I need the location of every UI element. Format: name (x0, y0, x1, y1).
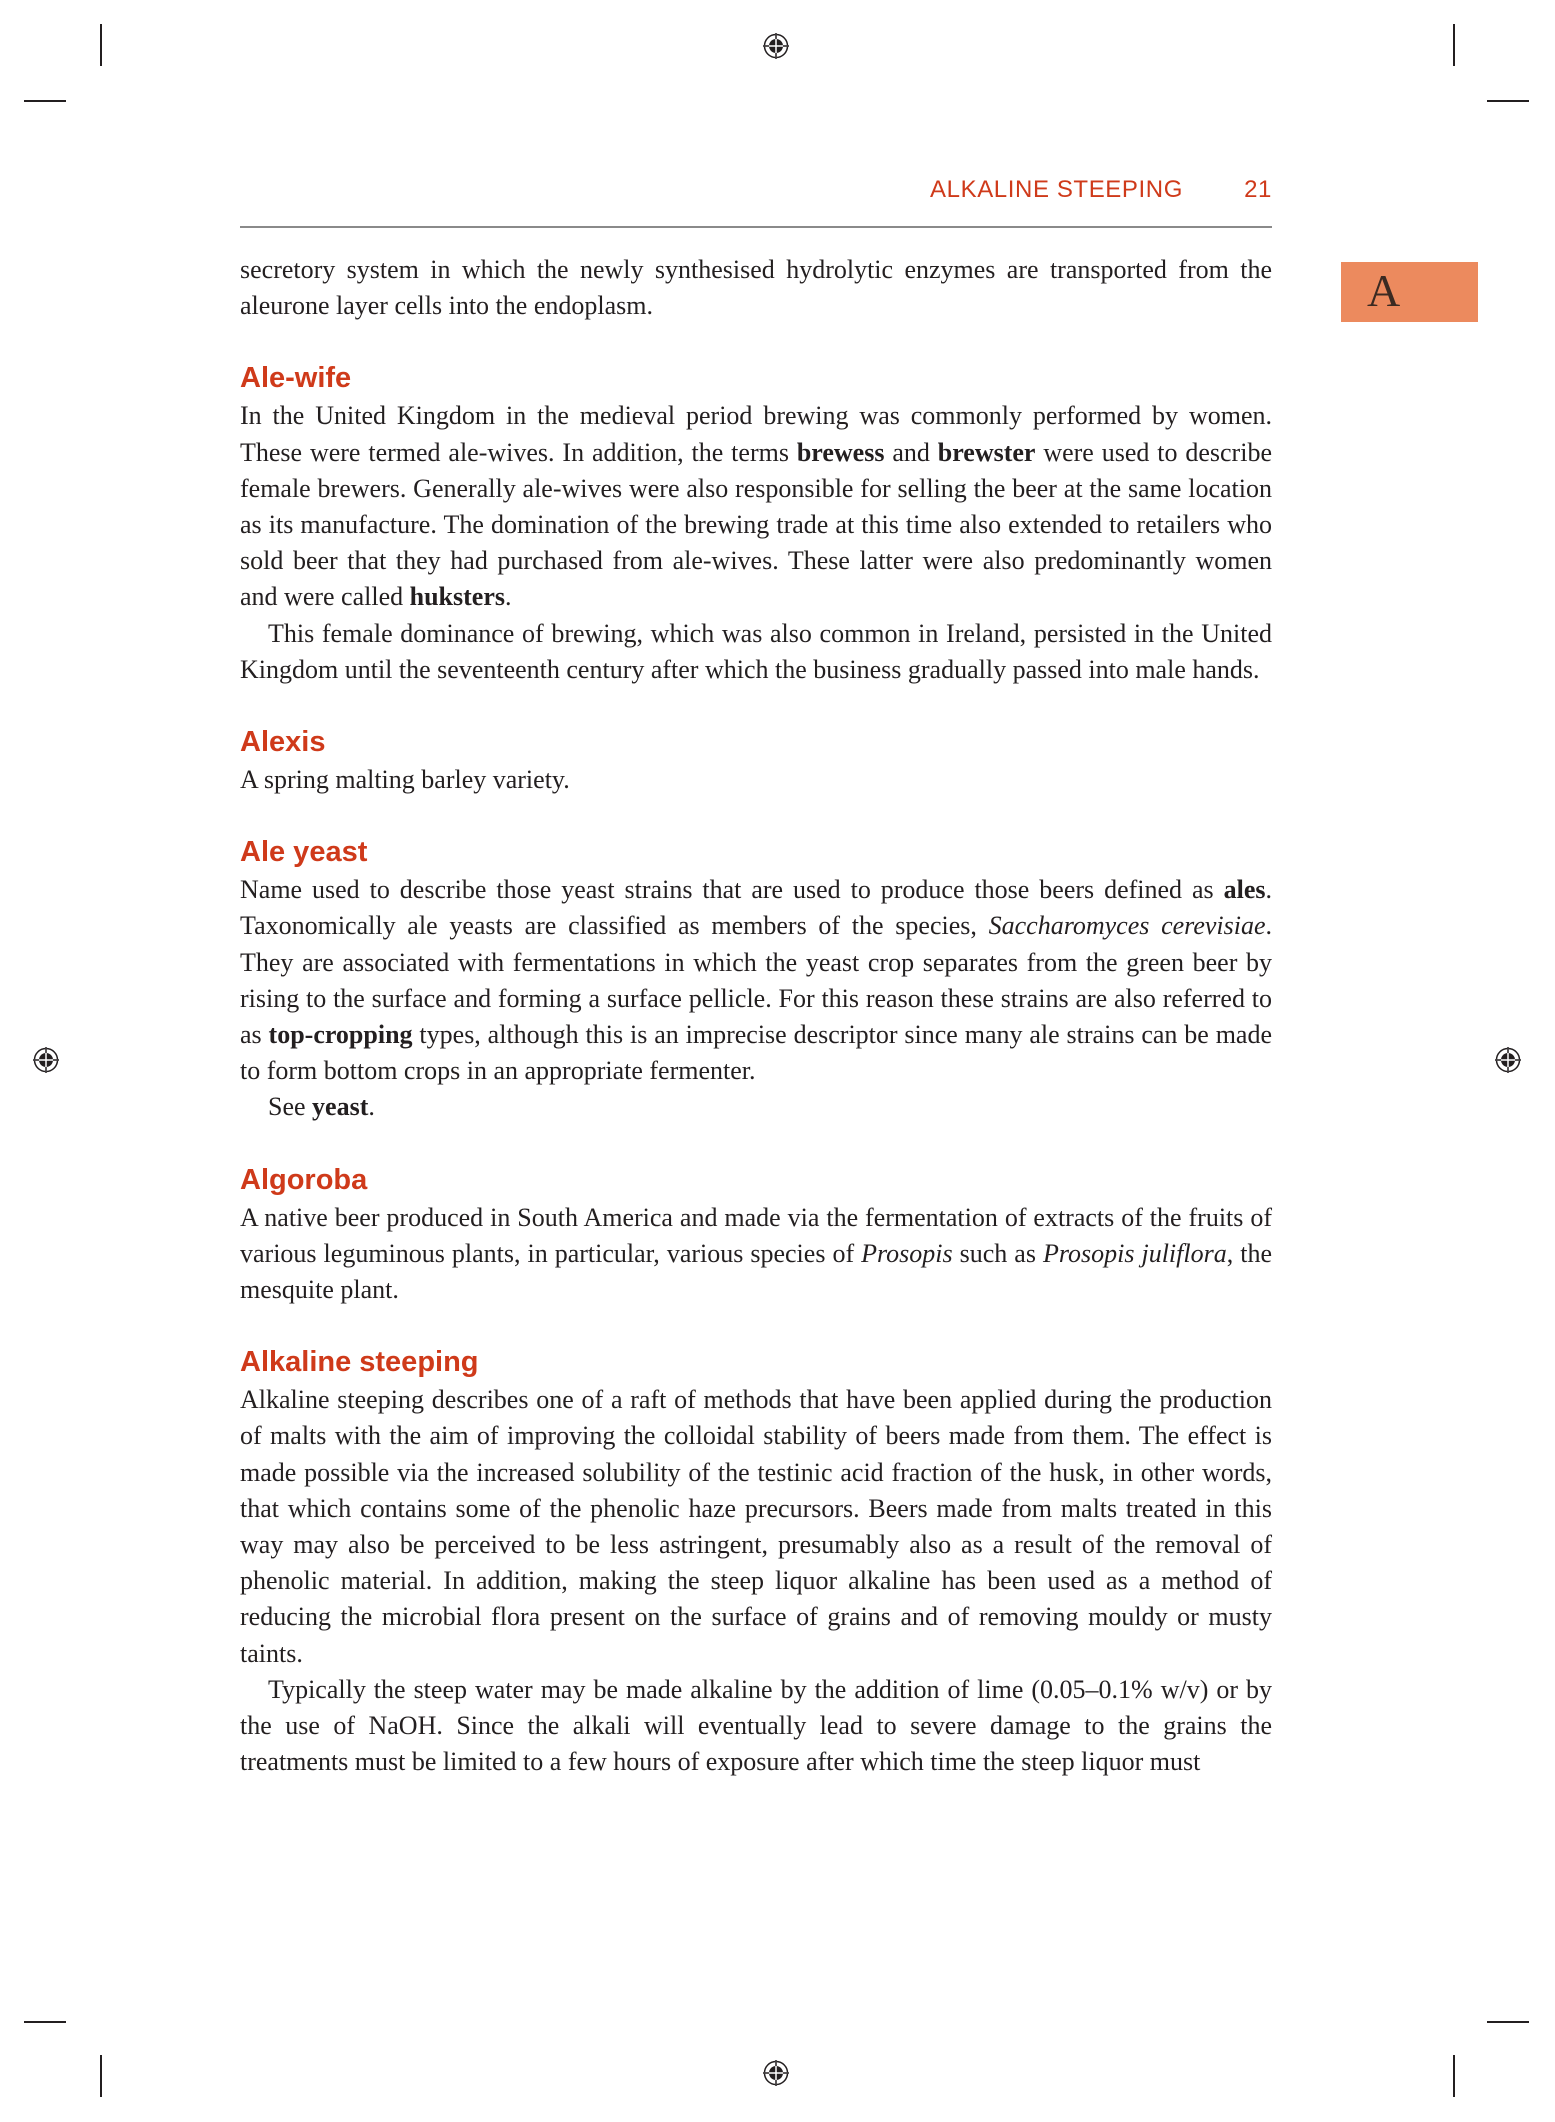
term-ales: ales (1223, 875, 1266, 905)
registration-mark-icon (763, 33, 789, 59)
species-name: Saccharomyces cerevisiae (988, 911, 1266, 941)
crop-mark (24, 2021, 66, 2023)
entry-heading-alkaline-steeping: Alkaline steeping (240, 1346, 479, 1379)
thumb-index-letter: A (1367, 265, 1401, 316)
entry-heading-algoroba: Algoroba (240, 1163, 368, 1196)
term-brewster: brewster (937, 437, 1036, 467)
running-title: ALKALINE STEEPING (930, 176, 1183, 203)
page-number: 21 (1244, 176, 1272, 203)
entry-heading-alexis: Alexis (240, 726, 326, 759)
alkaline-steeping-paragraph-2: Typically the steep water may be made alkaline by the addition of lime (0.05–0.1% w/v) or by the use of NaOH. Since the alkali will eventually lead to severe damage to the grains the treatments must be limited to a few hours of exposure after which time the steep liquor must (240, 1674, 1272, 1777)
crop-mark (24, 100, 66, 102)
page-content (240, 252, 1272, 1781)
genus-name: Prosopis (861, 1238, 953, 1268)
thumb-index-tab (1341, 262, 1478, 322)
crop-mark (1487, 2021, 1529, 2023)
crop-mark (1453, 2055, 1455, 2097)
term-huksters: huksters (409, 582, 505, 612)
intro-paragraph: secretory system in which the newly synthesised hydrolytic enzymes are transported from the aleurone layer cells into the endoplasm. (240, 255, 1272, 321)
crop-mark (1453, 24, 1455, 66)
term-brewess: brewess (796, 437, 885, 467)
ale-wife-paragraph-1: In the United Kingdom in the medieval period brewing was commonly performed by women. These were termed ale-wives. In addition, the terms brewess and brewster were used to describe female brewers. Generally ale-wives were also responsible for selling the beer at the same location as its manufacture. The domination of the brewing trade at this time also extended to retailers who sold beer that they had purchased from ale-wives. These latter were also predominantly women and were called huksters. (240, 401, 1272, 612)
registration-mark-icon (763, 2060, 789, 2086)
entry-heading-ale-yeast: Ale yeast (240, 836, 368, 869)
term-top-cropping: top-cropping (268, 1020, 413, 1050)
cross-reference-yeast: yeast (312, 1092, 369, 1122)
alkaline-steeping-paragraph-1: Alkaline steeping describes one of a raft of methods that have been applied during the production of malts with the aim of improving the colloidal stability of beers made from them. The effect is made possible via the increased solubility of the testinic acid fraction of the husk, in other words, that which contains some of the phenolic haze precursors. Beers made from malts treated in this way may also be perceived to be less astringent, presumably also as a result of the removal of phenolic material. In addition, making the steep liquor alkaline has been used as a method of reducing the microbial flora present on the surface of grains and of removing mouldy or musty taints. (240, 1385, 1272, 1668)
crop-mark (100, 2055, 102, 2097)
crop-mark (1487, 100, 1529, 102)
ale-yeast-paragraph-1: Name used to describe those yeast strains that are used to produce those beers defined as ales. Taxonomically ale yeasts are classified as members of the species, Saccharomyces cerevisiae. They are associated with fermentations in which the yeast crop separates from the green beer by rising to the surface and forming a surface pellicle. For this reason these strains are also referred to as top-cropping types, although this is an imprecise descriptor since many ale strains can be made to form bottom crops in an appropriate fermenter. (240, 875, 1273, 1086)
ale-yeast-see-also: See yeast. (268, 1092, 375, 1122)
registration-mark-icon (1495, 1047, 1521, 1073)
running-head (240, 176, 1272, 228)
entry-heading-ale-wife: Ale-wife (240, 362, 352, 395)
registration-mark-icon (33, 1047, 59, 1073)
crop-mark (100, 24, 102, 66)
alexis-paragraph-1: A spring malting barley variety. (240, 765, 570, 795)
species-name: Prosopis juliflora (1042, 1238, 1227, 1268)
algoroba-paragraph-1: A native beer produced in South America and made via the fermentation of extracts of the fruits of various leguminous plants, in particular, various species of Prosopis such as Prosopis juliflora, the mesquite plant. (240, 1202, 1273, 1305)
ale-wife-paragraph-2: This female dominance of brewing, which was also common in Ireland, persisted in the United Kingdom until the seventeenth century after which the business gradually passed into male hands. (240, 618, 1272, 684)
